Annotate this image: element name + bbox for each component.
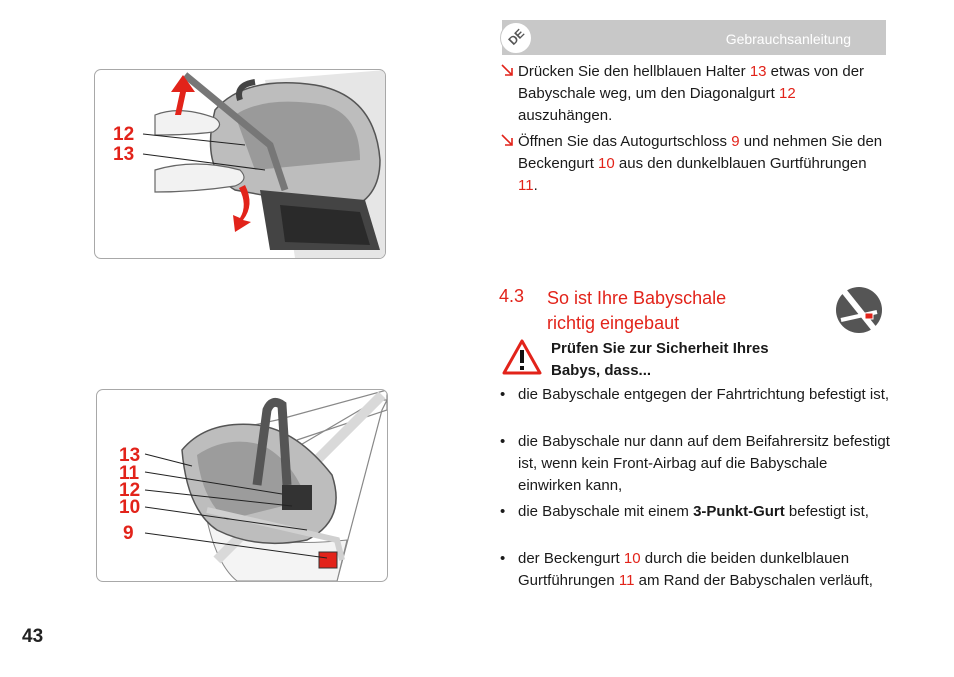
instruction-step bbox=[518, 131, 890, 197]
callout-label: 12 bbox=[119, 480, 141, 501]
warning-text: Prüfen Sie zur Sicherheit Ihres Babys, dass... bbox=[551, 340, 769, 379]
bullet-icon: • bbox=[500, 550, 506, 567]
reference-number: 11 bbox=[518, 177, 534, 194]
header-bar bbox=[502, 20, 886, 55]
reference-number: 13 bbox=[749, 63, 767, 80]
bullet-icon: • bbox=[500, 386, 506, 403]
step-text: Öffnen Sie das Autogurtschloss 9 und nehmen Sie den Beckengurt 10 aus den dunkelblauen Gurtführungen 11. bbox=[518, 133, 883, 194]
section-title: So ist Ihre Babyschale richtig eingebaut bbox=[547, 288, 727, 333]
list-item: • die Babyschale nur dann auf dem Beifahrersitz befestigt ist, wenn kein Front-Airbag auf die Babyschale einwirken kann, bbox=[500, 433, 890, 494]
reference-number: 10 bbox=[598, 155, 615, 172]
list-item: • die Babyschale mit einem 3-Punkt-Gurt befestigt ist, bbox=[518, 501, 890, 523]
arrow-down-right-icon bbox=[500, 133, 514, 147]
warning-icon bbox=[502, 339, 542, 375]
page-number: 43 bbox=[22, 626, 44, 647]
instruction-step bbox=[518, 61, 890, 127]
header-title: Gebrauchsanleitung bbox=[725, 31, 851, 47]
bullet-icon: • bbox=[500, 503, 506, 520]
figure-seat-installed bbox=[96, 389, 388, 582]
step-text: Drücken Sie den hellblauen Halter 13 etwas von der Babyschale weg, um den Diagonalgurt 12 auszuhängen. bbox=[518, 63, 865, 124]
callout-label: 11 bbox=[119, 463, 140, 484]
callout-label: 13 bbox=[119, 445, 141, 466]
callout-label: 10 bbox=[119, 497, 141, 518]
reference-number: 10 bbox=[623, 550, 641, 567]
reference-number: 9 bbox=[731, 133, 740, 150]
figure-seat-removal bbox=[94, 69, 386, 259]
language-badge-label: DE bbox=[505, 26, 528, 48]
reference-number: 12 bbox=[779, 85, 796, 102]
section-number: 4.3 bbox=[499, 286, 525, 306]
reference-number: 11 bbox=[618, 572, 635, 589]
list-item: • der Beckengurt 10 durch die beiden dunkelblauen Gurtführungen 11 am Rand der Babyschalen verläuft, bbox=[500, 550, 873, 589]
callout-label: 12 bbox=[113, 124, 135, 145]
arrow-down-right-icon bbox=[500, 63, 514, 77]
bullet-icon: • bbox=[500, 433, 506, 450]
seat-removal-illustration bbox=[95, 70, 385, 258]
callout-label: 13 bbox=[113, 144, 135, 165]
seatbelt-icon bbox=[835, 286, 883, 334]
list-item: • die Babyschale entgegen der Fahrtrichtung befestigt ist, bbox=[518, 384, 890, 406]
language-badge bbox=[500, 22, 532, 54]
seat-installed-illustration bbox=[97, 390, 387, 581]
callout-label: 9 bbox=[123, 523, 134, 544]
